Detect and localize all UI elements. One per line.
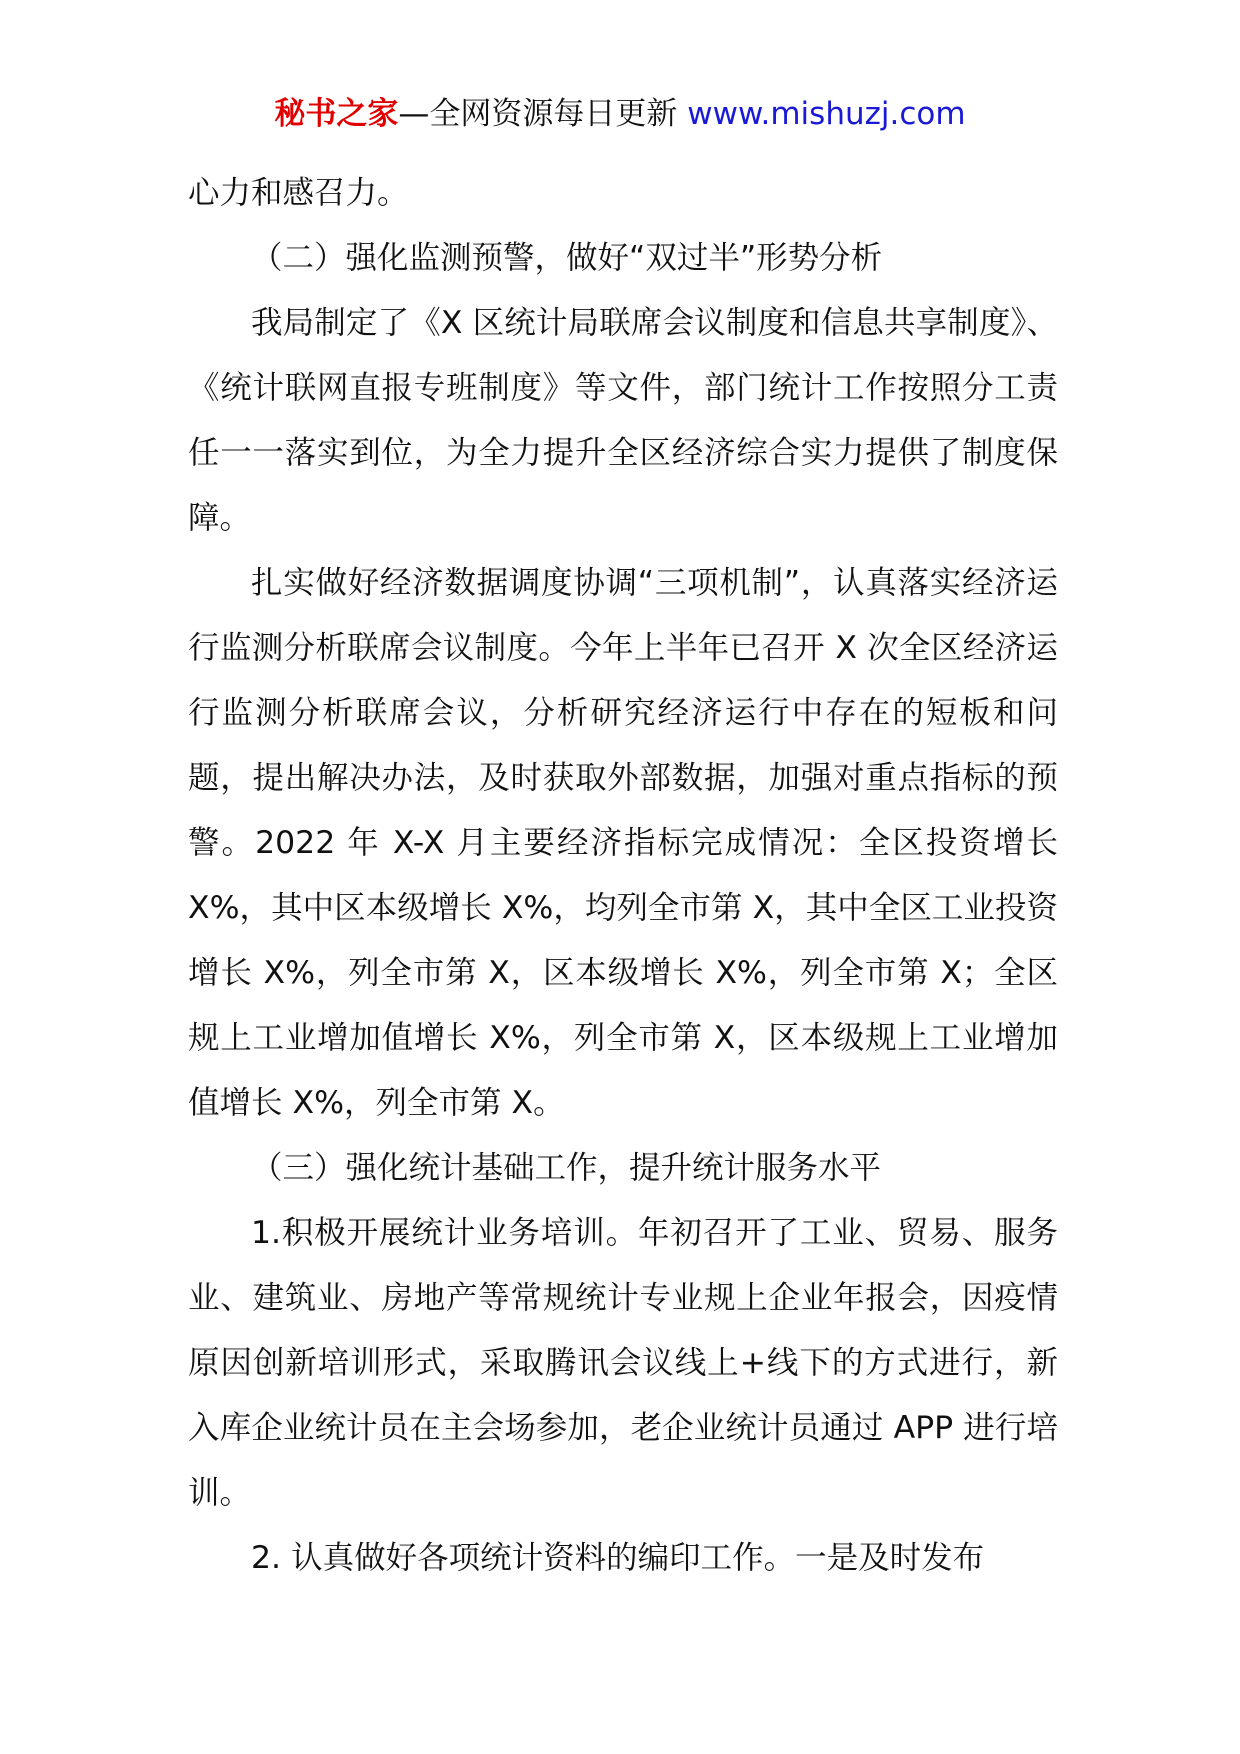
header-url-link[interactable]: www.mishuzj.com xyxy=(687,96,966,132)
paragraph: 2. 认真做好各项统计资料的编印工作。一是及时发布 xyxy=(251,1540,985,1576)
header-brand: 秘书之家 xyxy=(274,96,399,132)
document-body xyxy=(188,161,1058,1591)
section-heading-3: （三）强化统计基础工作，提升统计服务水平 xyxy=(251,1150,882,1186)
section-heading-2: （二）强化监测预警，做好“双过半”形势分析 xyxy=(251,240,883,276)
paragraph: 1.积极开展统计业务培训。年初召开了工业、贸易、服务业、建筑业、房地产等常规统计专业规上企业年报会，因疫情原因创新培训形式，采取腾讯会议线上+线下的方式进行，新入库企业统计员在主会场参加，老企业统计员通过 APP 进行培训。 xyxy=(188,1215,1058,1511)
paragraph-continuation: 心力和感召力。 xyxy=(188,175,409,211)
header-tagline: —全网资源每日更新 xyxy=(398,96,678,132)
paragraph: 扎实做好经济数据调度协调“三项机制”，认真落实经济运行监测分析联席会议制度。今年上半年已召开 X 次全区经济运行监测分析联席会议，分析研究经济运行中存在的短板和问题，提出解决办法，及时获取外部数据，加强对重点指标的预警。2022 年 X-X 月主要经济指标完成情况：全区投资增长 X%，其中区本级增长 X%，均列全市第 X，其中全区工业投资增长 X%，列全市第 X，区本级增长 X%，列全市第 X；全区规上工业增加值增长 X%，列全市第 X，区本级规上工业增加值增长 X%，列全市第 X。 xyxy=(188,565,1058,1121)
paragraph: 我局制定了《X 区统计局联席会议制度和信息共享制度》、《统计联网直报专班制度》等文件，部门统计工作按照分工责任一一落实到位，为全力提升全区经济综合实力提供了制度保障。 xyxy=(188,305,1058,536)
site-header xyxy=(0,92,1240,136)
